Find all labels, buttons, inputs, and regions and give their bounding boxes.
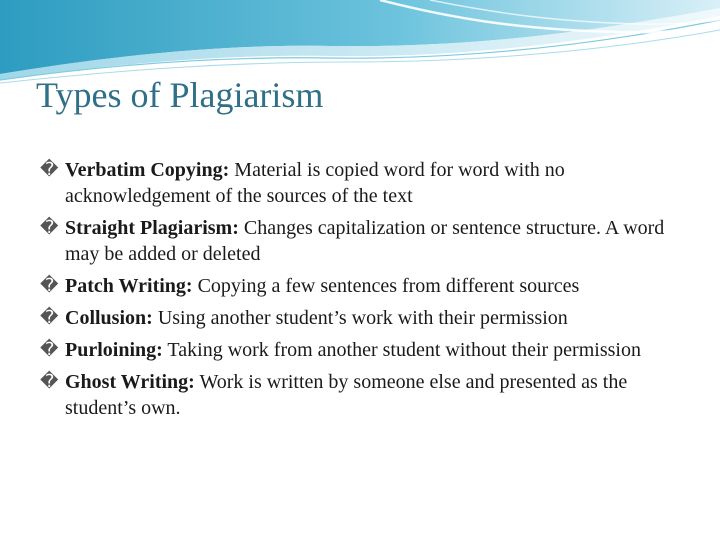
bullet-item-purloining — [40, 337, 700, 363]
bullet-term: Straight Plagiarism: — [65, 217, 239, 239]
bullet-item-verbatim-copying — [40, 157, 700, 209]
bullet-icon: � — [40, 339, 59, 360]
bullet-item-collusion — [40, 305, 700, 331]
bullet-text: Copying a few sentences from different sources — [192, 275, 580, 297]
bullet-text: Taking work from another student without their permission — [162, 339, 641, 361]
bullet-icon: � — [40, 217, 59, 238]
bullet-text: Work is written by someone else and presented as the student’s own. — [65, 371, 628, 419]
bullet-icon: � — [40, 159, 59, 180]
bullet-item-ghost-writing — [40, 369, 700, 421]
bullet-text: Material is copied word for word with no acknowledgement of the sources of the text — [65, 159, 565, 207]
bullet-list — [40, 157, 700, 427]
bullet-text: Using another student’s work with their permission — [152, 307, 568, 329]
bullet-text: Changes capitalization or sentence structure. A word may be added or deleted — [65, 217, 665, 265]
bullet-term: Verbatim Copying: — [65, 159, 230, 181]
bullet-term: Collusion: — [65, 307, 153, 329]
bullet-term: Purloining: — [65, 339, 163, 361]
bullet-term: Ghost Writing: — [65, 371, 195, 393]
bullet-icon: � — [40, 371, 59, 392]
bullet-item-patch-writing — [40, 273, 700, 299]
bullet-icon: � — [40, 275, 59, 296]
slide-title: Types of Plagiarism — [36, 75, 324, 115]
bullet-icon: � — [40, 307, 59, 328]
bullet-term: Patch Writing: — [65, 275, 193, 297]
bullet-item-straight-plagiarism — [40, 215, 700, 267]
